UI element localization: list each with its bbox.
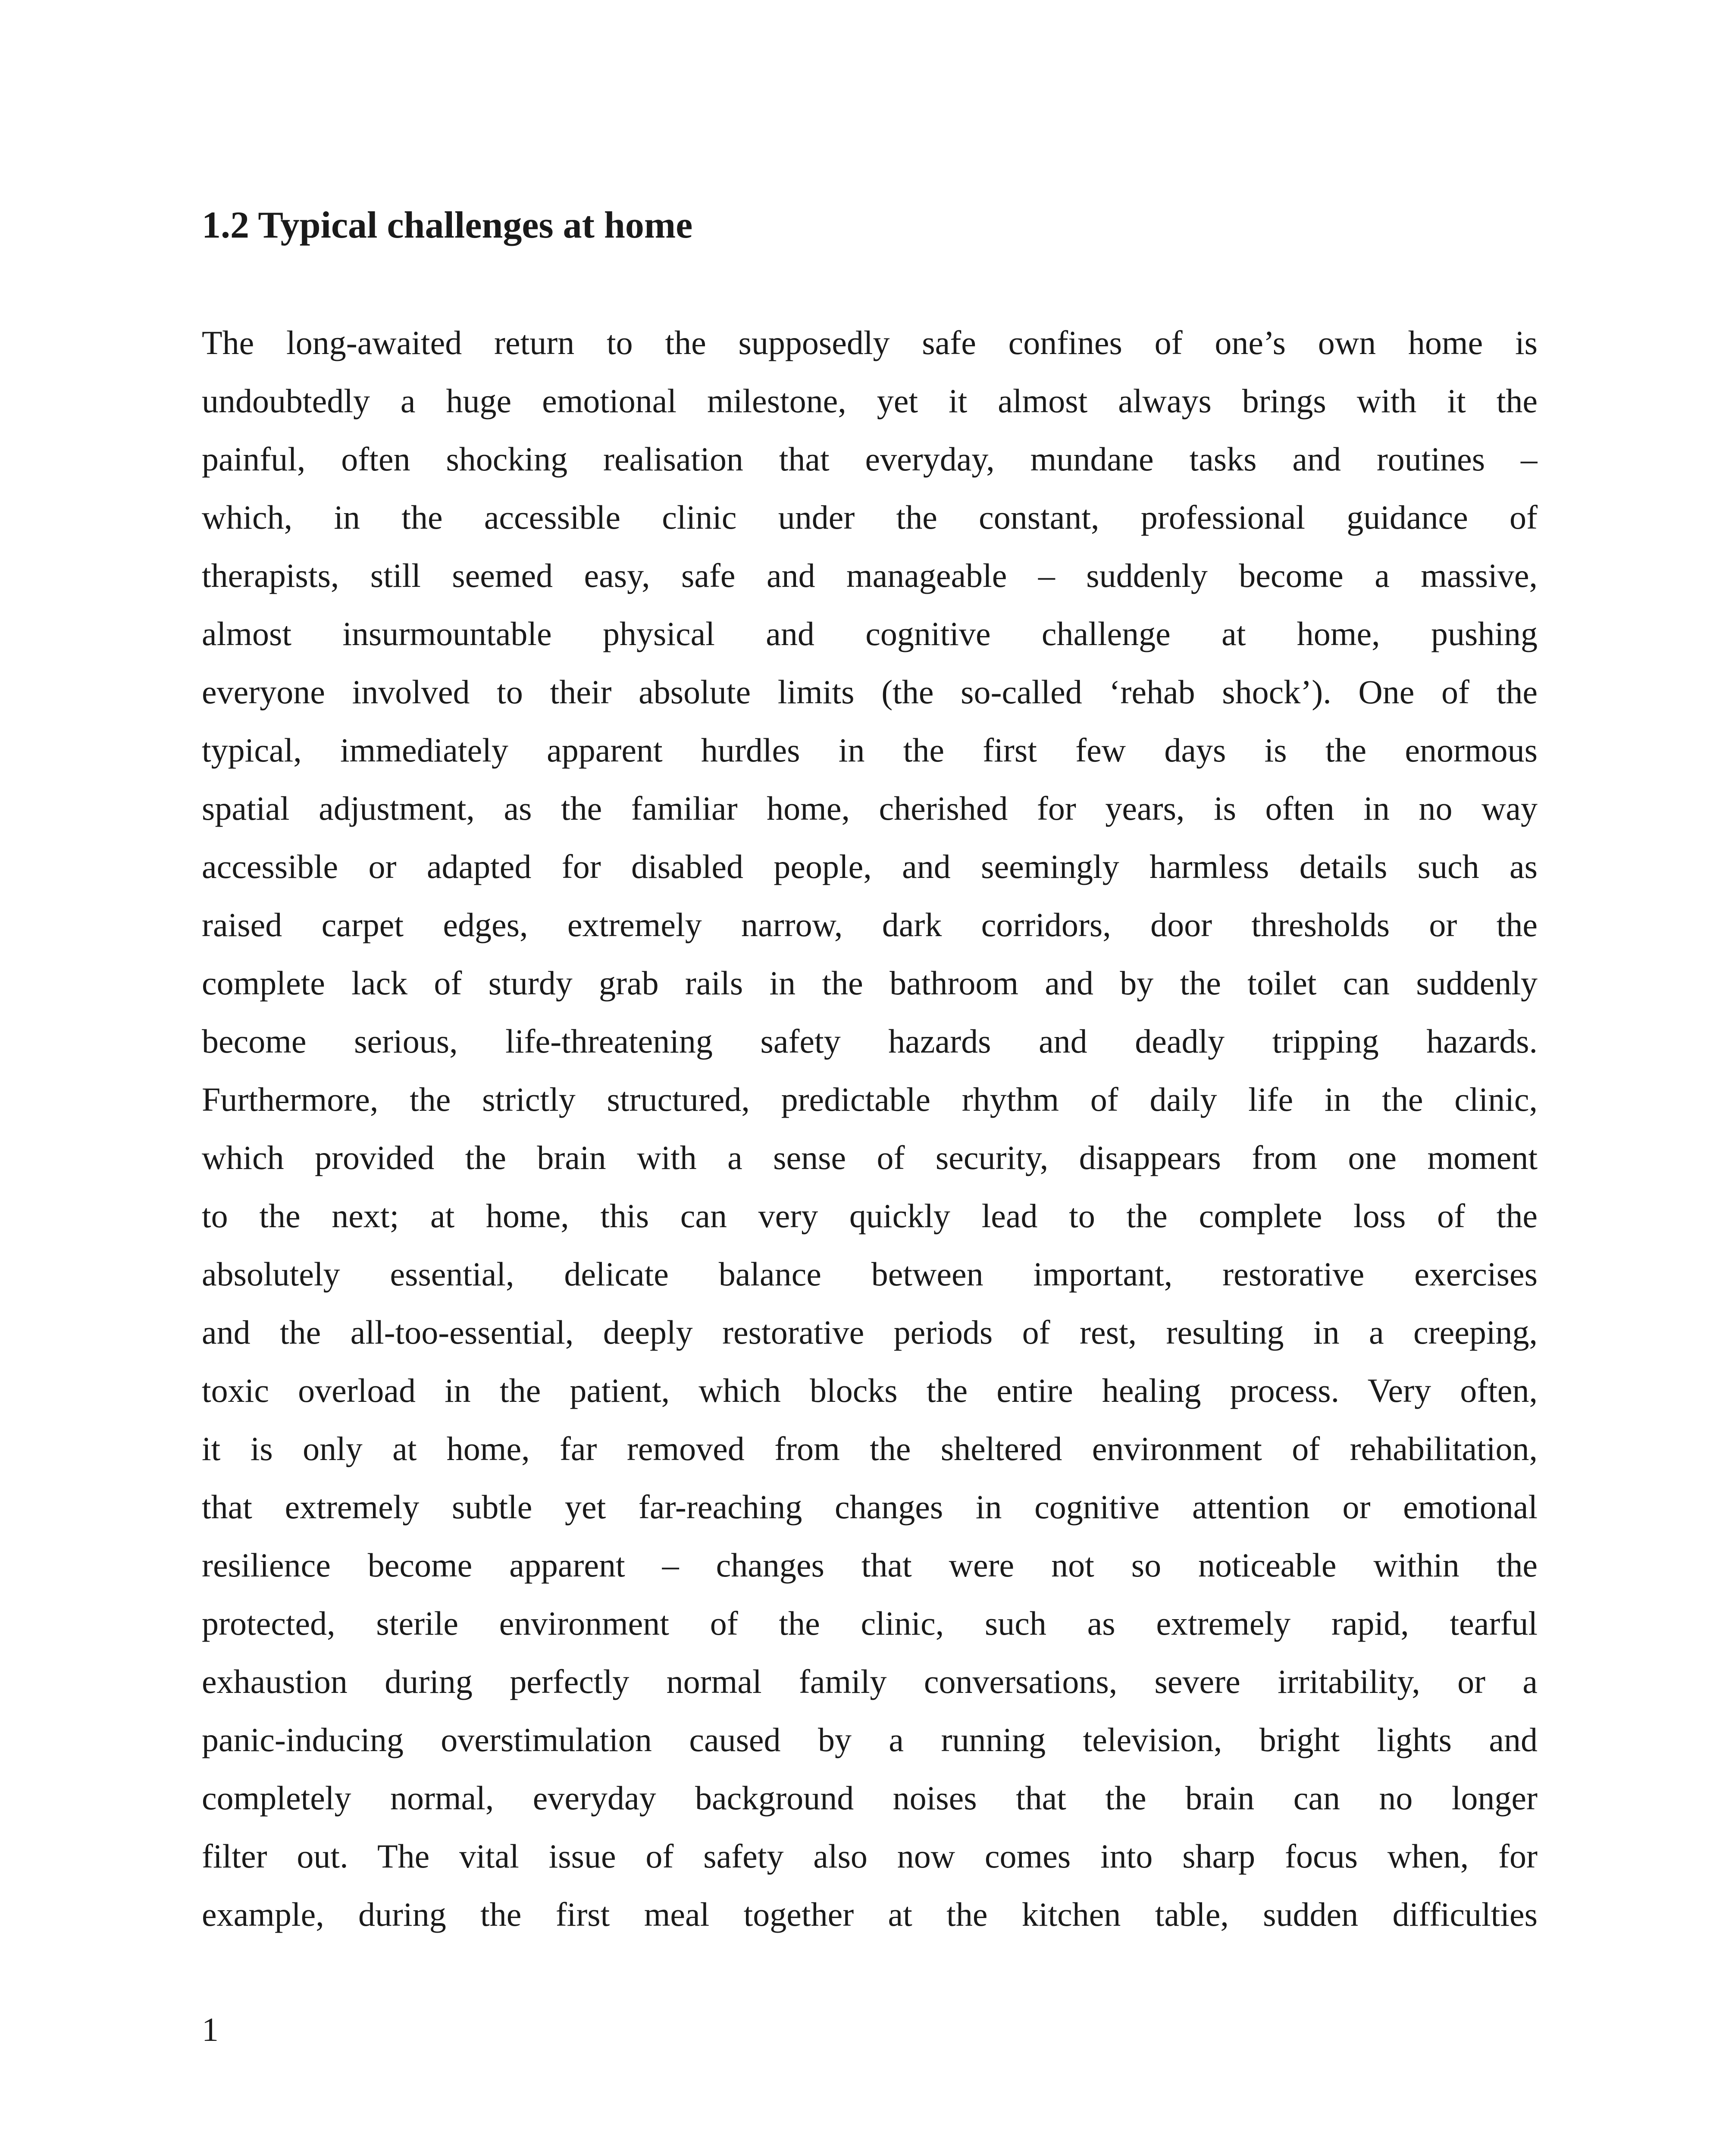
paragraph-line: The long-awaited return to the supposedly safe confines of one’s own home is <box>202 324 1538 361</box>
paragraph-line: resilience become apparent – changes that were not so noticeable within the <box>202 1546 1538 1584</box>
paragraph-line: complete lack of sturdy grab rails in the bathroom and by the toilet can suddenly <box>202 964 1538 1002</box>
paragraph-line: painful, often shocking realisation that everyday, mundane tasks and routines – <box>202 440 1538 478</box>
body-paragraph <box>202 313 1538 1943</box>
paragraph-line: to the next; at home, this can very quickly lead to the complete loss of the <box>202 1197 1538 1235</box>
paragraph-line: which, in the accessible clinic under the constant, professional guidance of <box>202 498 1538 536</box>
paragraph-line: panic-inducing overstimulation caused by a running television, bright lights and <box>202 1721 1538 1758</box>
paragraph-line: become serious, life-threatening safety hazards and deadly tripping hazards. <box>202 1022 1538 1060</box>
page-number: 1 <box>202 2011 219 2048</box>
paragraph-line: and the all-too-essential, deeply restorative periods of rest, resulting in a creeping, <box>202 1313 1538 1351</box>
paragraph-line: accessible or adapted for disabled people, and seemingly harmless details such as <box>202 848 1538 885</box>
paragraph-line: it is only at home, far removed from the sheltered environment of rehabilitation, <box>202 1430 1538 1467</box>
paragraph-line: raised carpet edges, extremely narrow, dark corridors, door thresholds or the <box>202 906 1538 943</box>
paragraph-line: absolutely essential, delicate balance between important, restorative exercises <box>202 1255 1538 1293</box>
paragraph-line: protected, sterile environment of the clinic, such as extremely rapid, tearful <box>202 1604 1538 1642</box>
paragraph-line: almost insurmountable physical and cognitive challenge at home, pushing <box>202 615 1538 652</box>
paragraph-line: which provided the brain with a sense of security, disappears from one moment <box>202 1139 1538 1176</box>
paragraph-line: completely normal, everyday background noises that the brain can no longer <box>202 1779 1538 1817</box>
paragraph-line: therapists, still seemed easy, safe and manageable – suddenly become a massive, <box>202 557 1538 594</box>
section-heading: 1.2 Typical challenges at home <box>202 204 693 246</box>
paragraph-line: undoubtedly a huge emotional milestone, yet it almost always brings with it the <box>202 382 1538 420</box>
paragraph-line: toxic overload in the patient, which blocks the entire healing process. Very often, <box>202 1372 1538 1409</box>
paragraph-line: exhaustion during perfectly normal family conversations, severe irritability, or a <box>202 1663 1538 1700</box>
paragraph-line: Furthermore, the strictly structured, predictable rhythm of daily life in the clinic, <box>202 1081 1538 1118</box>
paragraph-line: example, during the first meal together at the kitchen table, sudden difficulties <box>202 1896 1538 1933</box>
paragraph-line: that extremely subtle yet far-reaching changes in cognitive attention or emotional <box>202 1488 1538 1526</box>
paragraph-line: typical, immediately apparent hurdles in the first few days is the enormous <box>202 731 1538 769</box>
paragraph-line: everyone involved to their absolute limits (the so-called ‘rehab shock’). One of the <box>202 673 1538 711</box>
paragraph-line: spatial adjustment, as the familiar home, cherished for years, is often in no way <box>202 790 1538 827</box>
paragraph-line: filter out. The vital issue of safety also now comes into sharp focus when, for <box>202 1837 1538 1875</box>
